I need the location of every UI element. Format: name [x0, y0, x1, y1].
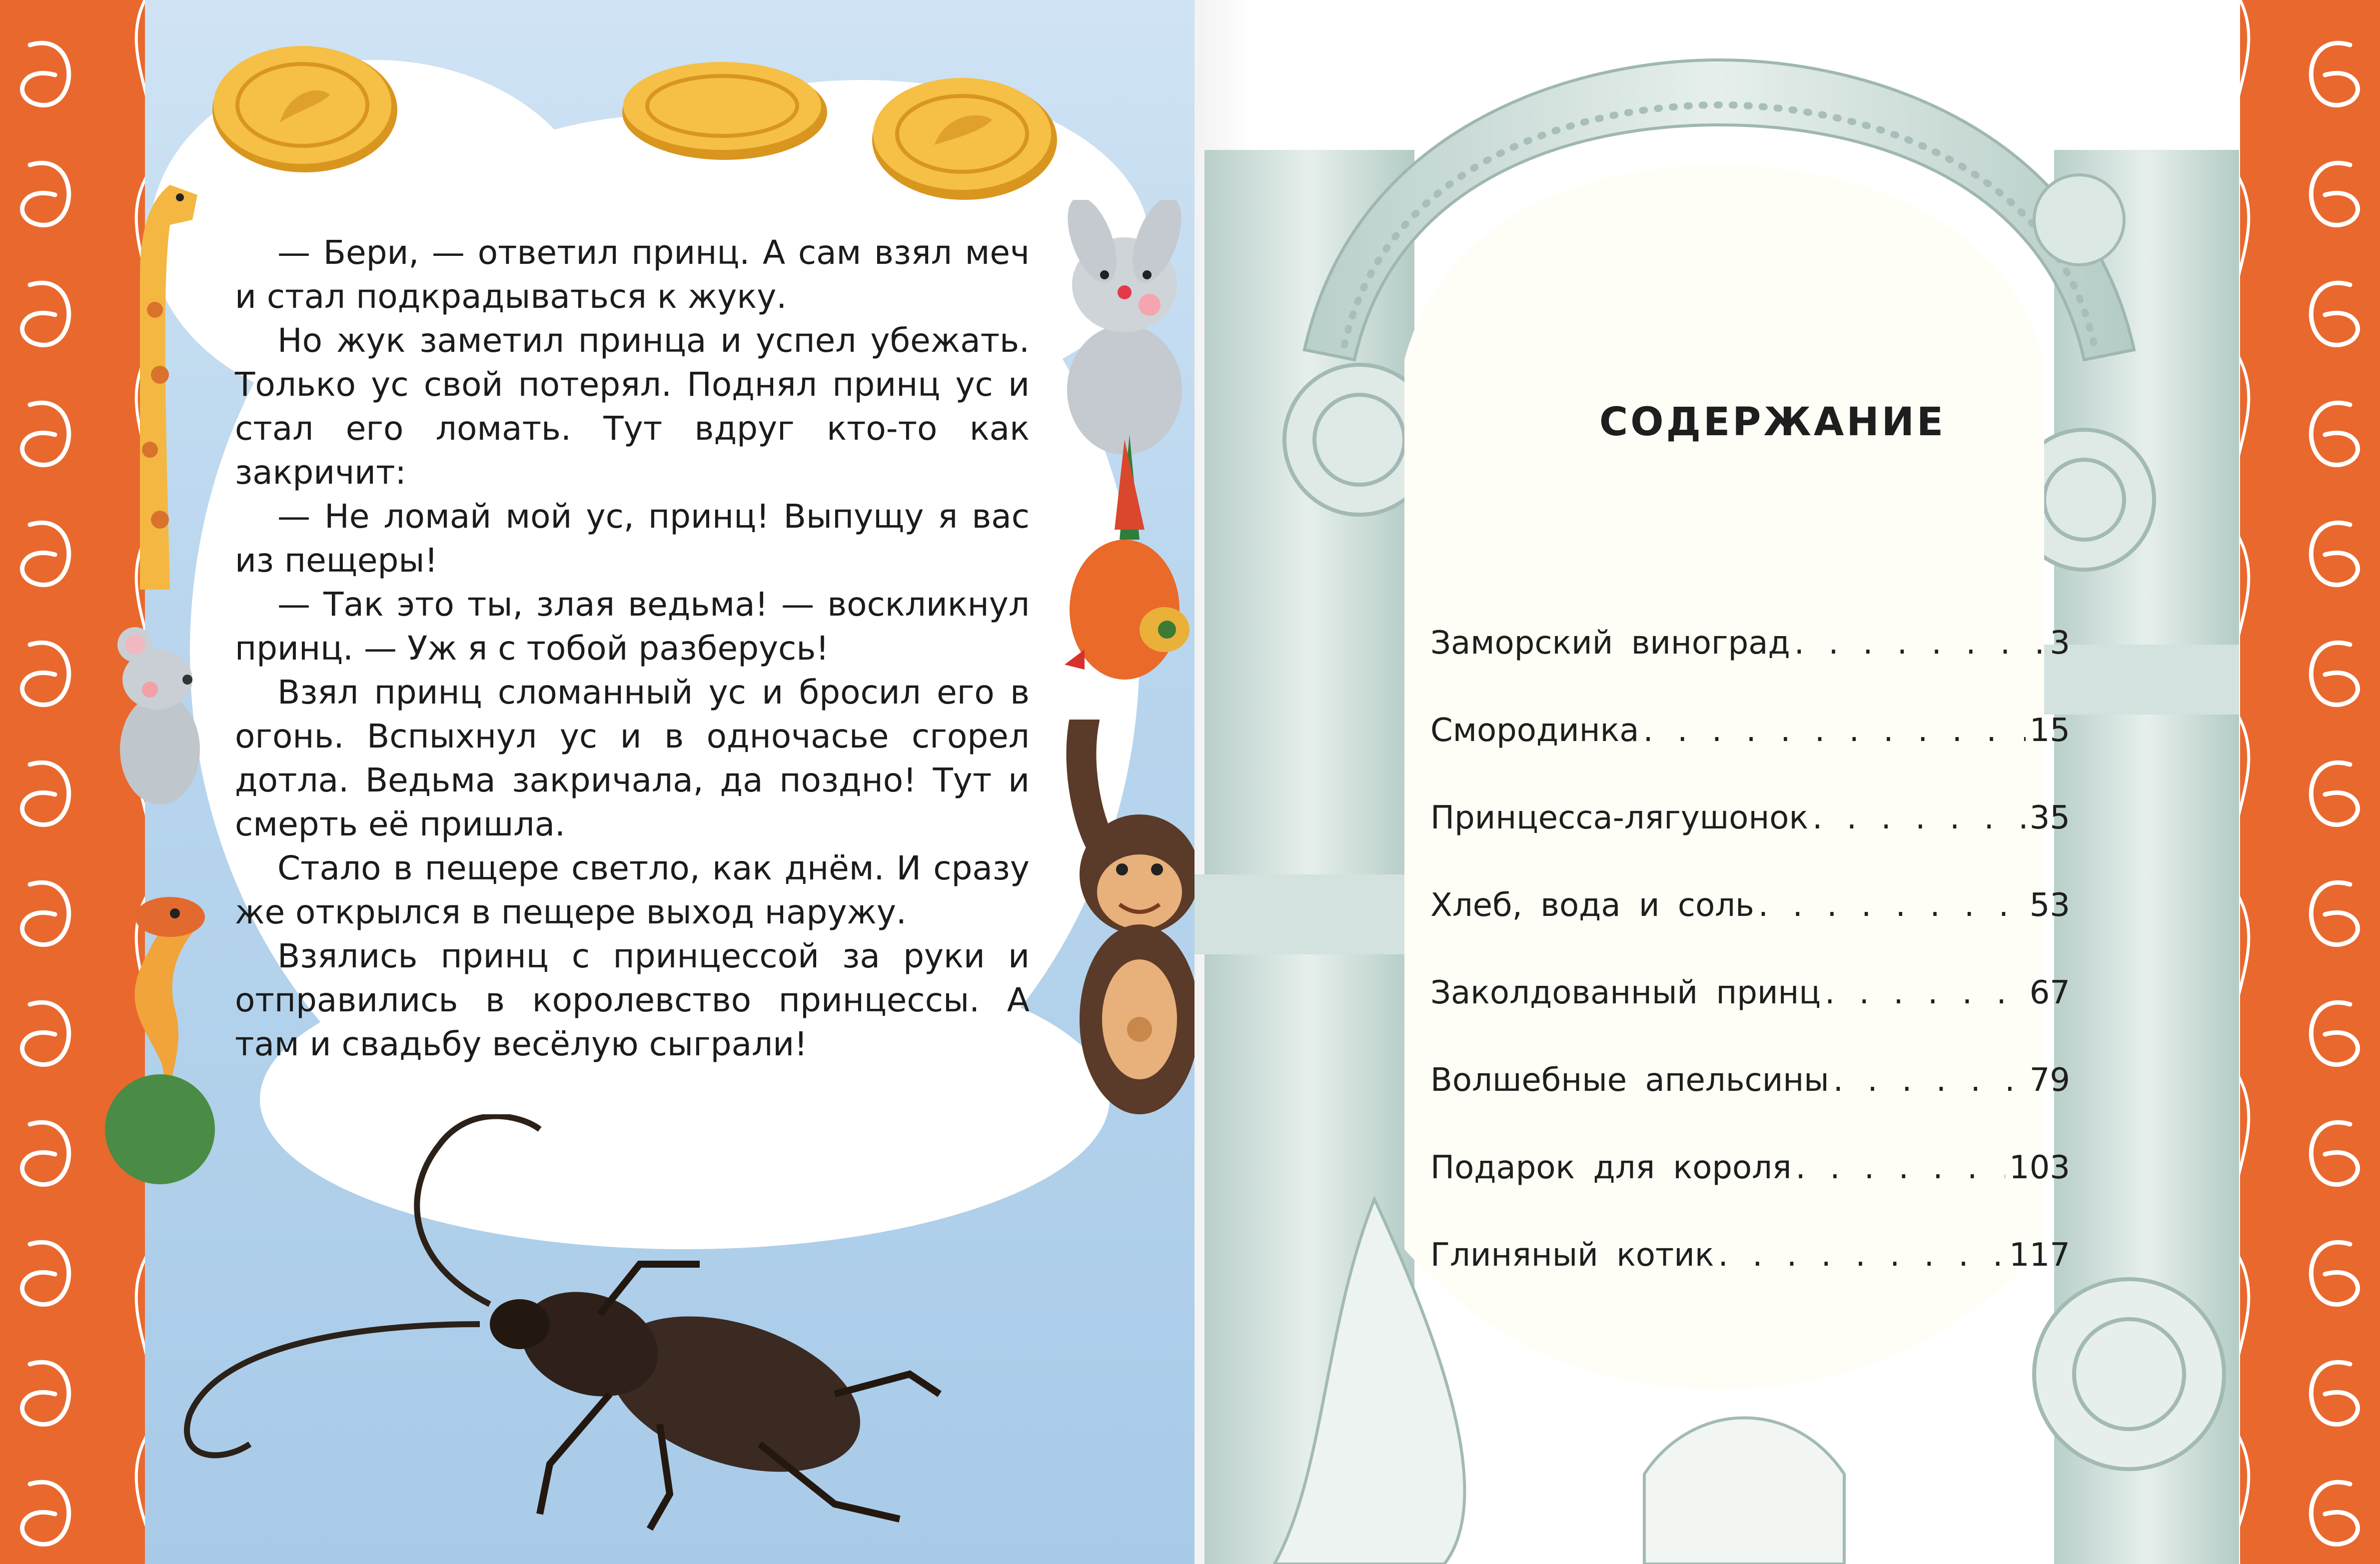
table-of-contents: [1430, 625, 2070, 1324]
toc-entry[interactable]: [1430, 887, 2070, 974]
toc-leader-dots: [1758, 887, 2026, 924]
paragraph: — Не ломай мой ус, принц! Выпущу я вас из пещеры!: [235, 497, 1030, 580]
coin-icon: [865, 65, 1065, 205]
toc-entry[interactable]: [1430, 974, 2070, 1062]
paragraph: Стало в пещере светло, как днём. И сразу же открылся в пещере выход наружу.: [235, 849, 1030, 931]
toc-leader-dots: [1718, 1237, 2005, 1274]
toc-entry-title: Подарок для короля: [1430, 1149, 1792, 1186]
giraffe-toy: [110, 150, 210, 600]
coin-icon: [615, 45, 835, 170]
toc-entry-title: Хлеб, вода и соль: [1430, 887, 1754, 924]
story-text: [235, 231, 1030, 1066]
toc-entry-title: Волшебные апельсины: [1430, 1062, 1829, 1099]
toc-entry-page: 15: [2029, 712, 2070, 749]
right-ornament-border: [2240, 0, 2380, 1564]
toc-entry[interactable]: [1430, 1062, 2070, 1149]
toc-entry[interactable]: [1430, 1237, 2070, 1324]
swirl-ornament: [2240, 0, 2380, 1564]
mouse-toy: [100, 615, 205, 814]
toc-entry[interactable]: [1430, 799, 2070, 887]
toc-leader-dots: [1643, 712, 2025, 749]
paragraph: Взялись принц с принцессой за руки и отправились в королевство принцессы. А там и свадьбу весёлую сыграли!: [235, 937, 1030, 1063]
toc-entry-title: Принцесса-лягушонок: [1430, 799, 1809, 836]
bunny-toy: [1050, 200, 1194, 460]
toc-entry-page: 79: [2029, 1062, 2070, 1099]
paragraph: — Бери, — ответил принц. А сам взял меч и стал подкрадываться к жуку.: [235, 233, 1030, 316]
toc-leader-dots: [1833, 1062, 2026, 1099]
paragraph: Взял принц сломанный ус и бросил его в огонь. Вспыхнул ус и в одночасье сгорел дотла. Ведьма закричала, да поздно! Тут и смерть её пришла.: [235, 673, 1030, 843]
monkey-toy: [1065, 720, 1194, 1149]
toc-entry-page: 117: [2009, 1237, 2070, 1274]
paragraph: Но жук заметил принца и успел убежать. Только ус свой потерял. Поднял принц ус и стал его ломать. Тут вдруг кто-то как закричит:: [235, 321, 1030, 492]
toc-entry-title: Смородинка: [1430, 712, 1639, 749]
toc-entry-title: Глиняный котик: [1430, 1237, 1714, 1274]
toc-entry-title: Заморский виноград: [1430, 625, 1790, 662]
toc-entry[interactable]: [1430, 712, 2070, 799]
toc-leader-dots: [1812, 799, 2025, 836]
bird-toy: [1065, 430, 1194, 700]
toc-entry-page: 35: [2029, 799, 2070, 836]
toc-entry-page: 67: [2029, 974, 2070, 1011]
toc-title: СОДЕРЖАНИЕ: [1599, 400, 1946, 445]
toc-entry-page: 103: [2009, 1149, 2070, 1186]
toc-leader-dots: [1794, 625, 2046, 662]
toc-entry-title: Заколдованный принц: [1430, 974, 1821, 1011]
toc-leader-dots: [1825, 974, 2026, 1011]
toc-leader-dots: [1796, 1149, 2005, 1186]
toc-entry-page: 53: [2029, 887, 2070, 924]
paragraph: — Так это ты, злая ведьма! — воскликнул принц. — Уж я с тобой разберусь!: [235, 585, 1030, 668]
toc-entry[interactable]: [1430, 1149, 2070, 1237]
toc-entry-page: 3: [2050, 625, 2070, 662]
toc-entry[interactable]: [1430, 625, 2070, 712]
coin-icon: [205, 35, 405, 180]
beetle: [160, 1114, 960, 1534]
